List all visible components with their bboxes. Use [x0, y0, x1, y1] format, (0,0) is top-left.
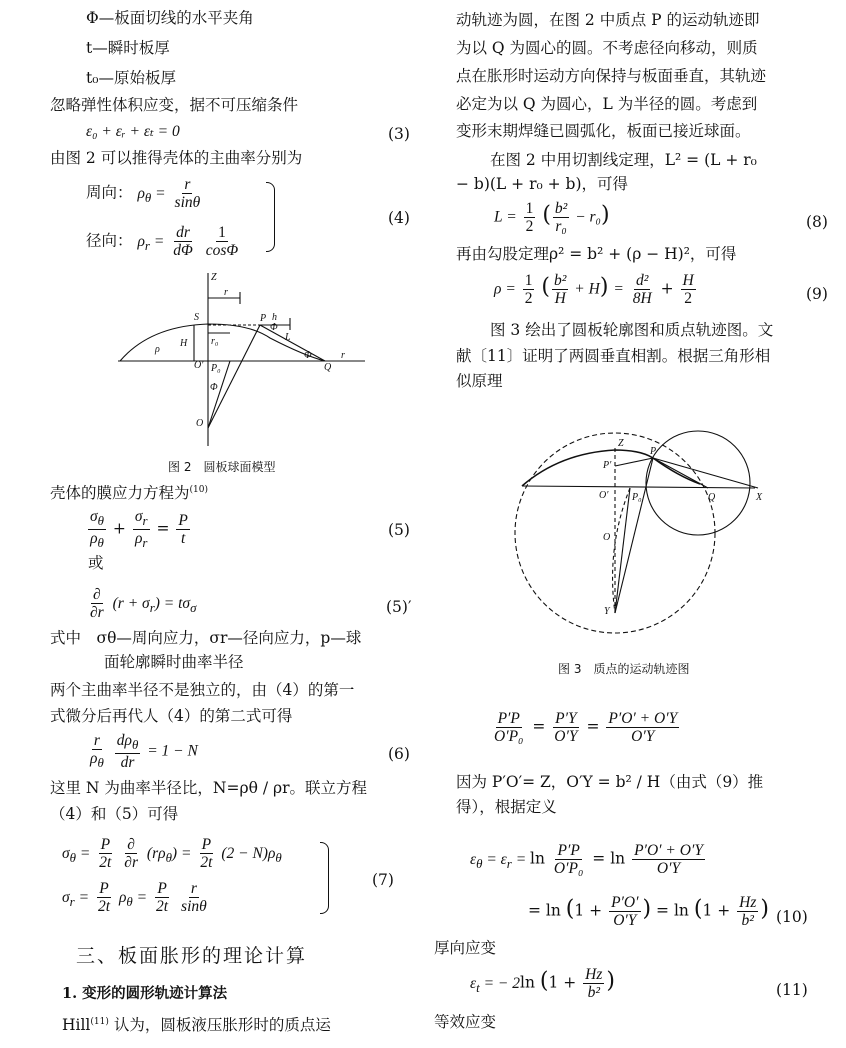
svg-text:L: L: [285, 332, 291, 343]
definition-phi: Φ—板面切线的水平夹角: [86, 9, 254, 27]
svg-text:r₀: r₀: [211, 336, 219, 347]
definition-t: t—瞬时板厚: [86, 39, 170, 57]
membrane-text: 壳体的膜应力方程为: [50, 484, 190, 503]
or-text: 或: [88, 554, 104, 572]
paragraph-right-11: 似原理: [456, 372, 503, 390]
svg-text:Q: Q: [324, 362, 332, 373]
svg-text:O: O: [603, 532, 611, 543]
figure-2-diagram: [110, 268, 370, 448]
svg-text:ρ: ρ: [155, 344, 160, 355]
line-PX: [653, 458, 758, 488]
subsection-heading: 1. 变形的圆形轨迹计算法: [62, 985, 228, 1002]
paragraph-where-1: 式中 σθ—周向应力，σr—径向应力，p—球: [50, 629, 362, 647]
paragraph-right-12: 因为 P′O′= Z，O′Y = b² / H（由式（9）推: [456, 773, 764, 791]
svg-text:O: O: [196, 418, 204, 429]
equation-11: $\varepsilon_t$ = − 2ln (1 + $\frac{Hz}{\text{b²}}$ ): [470, 966, 615, 1001]
paragraph-right-8: 再由勾股定理ρ² = b² + (ρ − H)²，可得: [456, 245, 737, 263]
equation-4-brace: [266, 182, 275, 252]
paragraph-right-3: 点在胀形时运动方向保持与板面垂直，其轨迹: [456, 67, 767, 85]
dome-profile: [120, 324, 325, 361]
equation-9: ρ = $\frac{1}{2}$ ( $\frac{\text{b²}}{H}$ + H) = $\frac{\text{d²}}{8H}$ + $\frac{H}{2}$: [494, 272, 694, 307]
paragraph-hill: [62, 1012, 331, 1035]
equation-4-radial: 径向： $\rho_r$ = $\frac{dr}{d\Phi}$ $\frac{1}{\cos\Phi}$: [86, 224, 239, 259]
svg-text:P: P: [650, 446, 657, 457]
paragraph-right-15: 等效应变: [434, 1013, 497, 1031]
equation-8-number: (8): [806, 213, 828, 231]
horizontal-axis: [522, 486, 755, 488]
paragraph-N-1: 这里 N 为曲率半径比，N=ρθ / ρr。联立方程: [50, 779, 368, 797]
svg-text:Z: Z: [618, 438, 624, 449]
svg-text:O′: O′: [599, 490, 609, 501]
paragraph-right-1: 动轨迹为圆，在图 2 中质点 P 的运动轨迹即: [456, 11, 760, 29]
svg-text:S: S: [194, 312, 199, 323]
svg-text:Y: Y: [604, 606, 610, 617]
equation-6-number: (6): [388, 745, 410, 763]
definition-t0: t₀—原始板厚: [86, 69, 176, 87]
equation-3-number: (3): [388, 125, 410, 143]
svg-text:X: X: [756, 492, 763, 503]
equation-4-label-radial: 径向：: [86, 231, 133, 250]
equation-7-number: (7): [372, 871, 394, 889]
paragraph-where-2: 面轮廓瞬时曲率半径: [104, 653, 244, 671]
svg-text:r: r: [224, 287, 228, 298]
svg-text:Q: Q: [708, 492, 716, 503]
section-heading: 三、板面胀形的理论计算: [76, 945, 308, 967]
equation-6: $\frac{r}{\rho_\theta}$ $\frac{d\rho_\theta}{dr}$ = 1 − N: [90, 732, 198, 772]
paragraph-right-6: 在图 2 中用切割线定理，L² = (L + r₀: [490, 151, 757, 169]
equation-4-label-circumferential: 周向：: [86, 183, 133, 202]
paragraph-right-10: 献〔11〕证明了两圆垂直相割。根据三角形相: [456, 347, 771, 365]
equation-5: $\frac{\sigma_\theta}{\rho_\theta}$ + $\frac{\sigma_r}{\rho_r}$ = $\frac{P}{t}$: [90, 508, 188, 551]
svg-text:r: r: [341, 350, 345, 361]
equation-10-line-1: $\varepsilon_\theta = \varepsilon_r = \ln$ $\frac{P'P}{\text{O′P₀}}$ = ln $\frac{P'O' + O'Y}{O'Y}$: [470, 842, 703, 877]
line-P0Y: [615, 488, 630, 613]
equation-7-r: $\sigma_r$ = $\frac{P}{2t}$ $\rho_\theta$ = $\frac{P}{2t}$ $\frac{r}{\sin\theta}$: [62, 880, 207, 915]
equation-similarity: $\frac{P'P}{\text{O′P₀}}$ = $\frac{P'Y}{O'Y}$ = $\frac{P'O' + O'Y}{O'Y}$: [494, 710, 678, 745]
paragraph-membrane: [50, 480, 208, 503]
citation-10: (10): [189, 485, 208, 495]
equation-10-line-2: = ln (1 + $\frac{P'O'}{O'Y}$ ) = ln (1 + $\frac{Hz}{\text{b²}}$ ): [528, 894, 769, 929]
paragraph-incompressibility: 忽略弹性体积应变，据不可压缩条件: [50, 96, 299, 114]
line-PY: [615, 458, 653, 613]
svg-text:Φ: Φ: [270, 322, 278, 333]
paragraph-right-5: 变形末期焊缝已圆弧化，板面已接近球面。: [456, 122, 751, 140]
equation-5-number: (5): [388, 521, 410, 539]
equation-10-number: (10): [776, 908, 808, 926]
figure-3-diagram: [510, 428, 810, 638]
figure-3-caption: 图 3 质点的运动轨迹图: [558, 662, 690, 676]
paragraph-right-14: 厚向应变: [434, 939, 497, 957]
equation-7-brace: [320, 842, 329, 914]
equation-4-circumferential: 周向： $\rho_\theta$ = $\frac{r}{\sin\theta}$: [86, 176, 201, 211]
line-PQ: [653, 458, 708, 488]
equation-7-theta: $\sigma_\theta$ = $\frac{P}{2t}$ $\frac{\partial}{\partial r}$ $(r\rho_\theta)$ = $\frac{P}{2t}$ $(2 - N)\rho_\theta$: [62, 836, 282, 871]
paragraph-curvature: 由图 2 可以推得壳体的主曲率分别为: [50, 149, 303, 167]
equation-11-number: (11): [776, 981, 808, 999]
paragraph-right-7: − b)(L + r₀ + b)，可得: [456, 175, 628, 193]
citation-11: (11): [90, 1017, 109, 1027]
hill-text: 认为，圆板液压胀形时的质点运: [113, 1016, 331, 1035]
svg-text:P′: P′: [603, 460, 612, 471]
equation-5-prime: $\frac{\partial}{\partial r}$ $(r + \sigma_r) = t\sigma_\sigma$: [90, 586, 197, 621]
plate-profile: [522, 450, 653, 486]
equation-8: L = $\frac{1}{2}$ ( $\frac{\text{b²}}{\text{r₀}}$ − r₀): [494, 200, 610, 235]
svg-text:O′: O′: [194, 360, 204, 371]
svg-text:P₀: P₀: [211, 363, 221, 374]
svg-text:Z: Z: [211, 272, 217, 283]
paragraph-independence-2: 式微分后再代人（4）的第二式可得: [50, 707, 293, 725]
equation-3: ε₀ + εᵣ + εₜ = 0: [86, 123, 180, 140]
paragraph-right-9: 图 3 绘出了圆板轮廓图和质点轨迹图。文: [490, 321, 774, 339]
equation-5-prime-number: (5)′: [386, 598, 412, 616]
svg-text:P: P: [260, 313, 267, 324]
svg-text:Φ: Φ: [304, 350, 312, 361]
equation-4-number: (4): [388, 209, 410, 227]
equation-9-number: (9): [806, 285, 828, 303]
paragraph-independence-1: 两个主曲率半径不是独立的，由（4）的第一: [50, 681, 355, 699]
svg-text:h: h: [272, 312, 277, 323]
svg-text:P₀: P₀: [632, 492, 642, 503]
svg-text:Φ: Φ: [210, 382, 218, 393]
hill-name: Hill: [62, 1016, 91, 1035]
paragraph-right-2: 为以 Q 为圆心的圆。不考虑径向移动，则质: [456, 39, 758, 57]
figure-2-caption: 图 2 圆板球面模型: [168, 460, 276, 474]
paragraph-right-4: 必定为以 Q 为圆心，L 为半径的圆。考虑到: [456, 95, 758, 113]
paragraph-right-13: 得），根据定义: [456, 798, 557, 816]
paragraph-N-2: （4）和（5）可得: [50, 805, 179, 823]
svg-text:H: H: [180, 338, 188, 349]
